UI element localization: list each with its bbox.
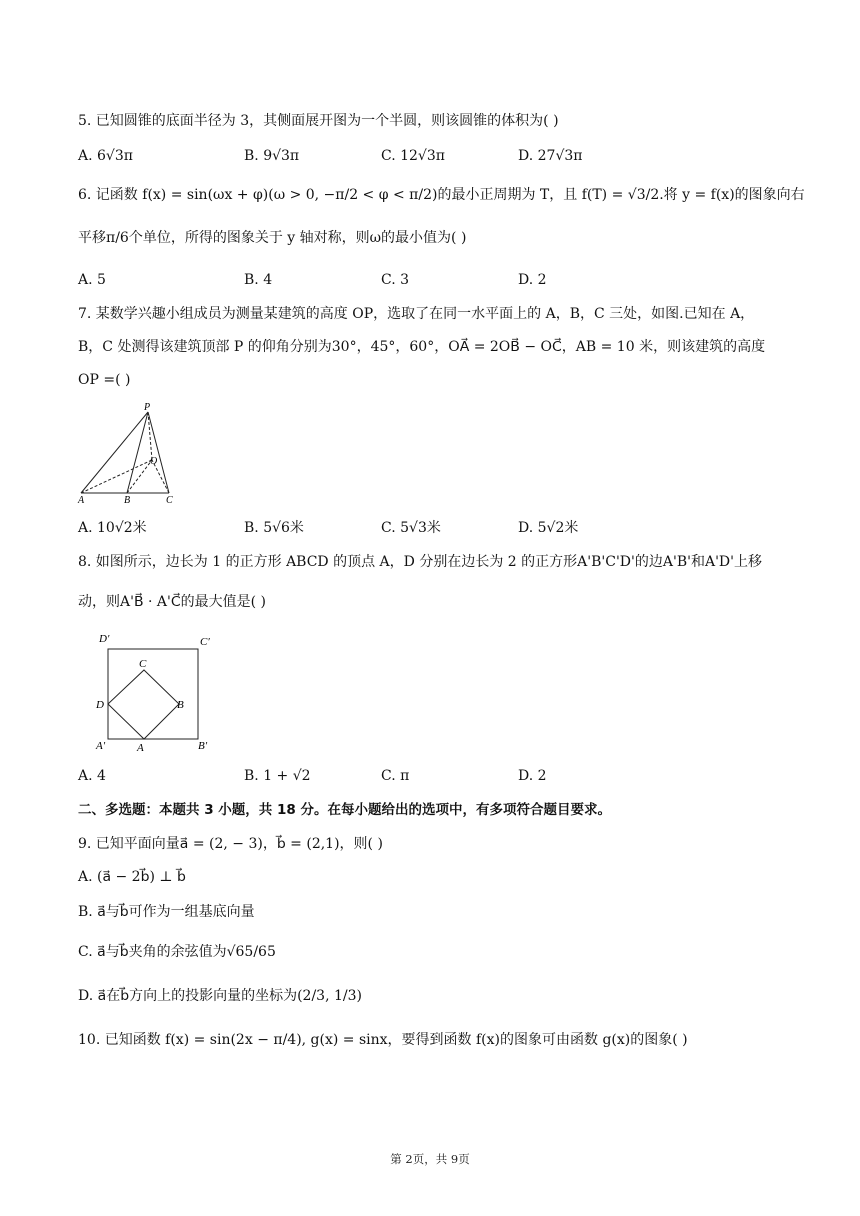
q8-option-d: D. 2 — [518, 768, 547, 784]
q7-stem-line3: OP =( ) — [78, 372, 131, 388]
q5-option-c: C. 12√3π — [381, 148, 445, 164]
q10-stem: 10. 已知函数 f(x) = sin(2x − π/4), g(x) = sinx，要得到函数 f(x)的图象可由函数 g(x)的图象( ) — [78, 1032, 688, 1048]
q7-stem-line1: 7. 某数学兴趣小组成员为测量某建筑的高度 OP，选取了在同一水平面上的 A，B，C 三处，如图.已知在 A， — [78, 306, 755, 322]
q7-option-b: B. 5√6米 — [244, 520, 304, 536]
q8-option-b: B. 1 + √2 — [244, 768, 311, 784]
q6-stem-line1: 6. 记函数 f(x) = sin(ωx + φ)(ω > 0, −π/2 < φ < π/2)的最小正周期为 T，且 f(T) = √3/2.将 y = f(x)的图象向右 — [78, 187, 805, 203]
q5-option-a: A. 6√3π — [78, 148, 133, 164]
section-heading-multiple-choice: 二、多选题：本题共 3 小题，共 18 分。在每小题给出的选项中，有多项符合题目要求。 — [78, 802, 611, 818]
q7-label-o: O — [150, 456, 158, 467]
q5-stem: 5. 已知圆锥的底面半径为 3，其侧面展开图为一个半圆，则该圆锥的体积为( ) — [78, 113, 559, 129]
q6-option-b: B. 4 — [244, 272, 273, 288]
q7-label-a: A — [78, 495, 85, 506]
q8-option-c: C. π — [381, 768, 410, 784]
q9-option-b: B. a⃗与b⃗可作为一组基底向量 — [78, 904, 255, 920]
q7-label-p: P — [144, 402, 151, 413]
q9-option-c: C. a⃗与b⃗夹角的余弦值为√65/65 — [78, 944, 276, 960]
q7-label-b: B — [124, 495, 131, 506]
q8-label-aprime: A′ — [96, 740, 106, 752]
q5-option-b: B. 9√3π — [244, 148, 300, 164]
q8-stem-line1: 8. 如图所示，边长为 1 的正方形 ABCD 的顶点 A，D 分别在边长为 2 的正方形A'B'C'D'的边A'B'和A'D'上移 — [78, 554, 763, 570]
q9-option-d: D. a⃗在b⃗方向上的投影向量的坐标为(2/3, 1/3) — [78, 988, 362, 1004]
q8-label-d: D — [96, 699, 104, 711]
q6-option-d: D. 2 — [518, 272, 547, 288]
q8-option-a: A. 4 — [78, 768, 106, 784]
q6-option-a: A. 5 — [78, 272, 106, 288]
q6-option-c: C. 3 — [381, 272, 410, 288]
q8-stem-line2: 动，则A'B⃗ · A'C⃗的最大值是( ) — [78, 594, 267, 610]
q7-option-c: C. 5√3米 — [381, 520, 441, 536]
q9-stem: 9. 已知平面向量a⃗ = (2, − 3)，b⃗ = (2,1)，则( ) — [78, 836, 383, 852]
q7-stem-line2: B，C 处测得该建筑顶部 P 的仰角分别为30°，45°，60°，OA⃗ = 2OB⃗ − OC⃗，AB = 10 米，则该建筑的高度 — [78, 339, 766, 355]
q8-label-c: C — [139, 658, 147, 670]
q6-stem-line2: 平移π/6个单位，所得的图象关于 y 轴对称，则ω的最小值为( ) — [78, 230, 467, 246]
q5-option-d: D. 27√3π — [518, 148, 583, 164]
q8-label-bprime: B′ — [198, 740, 208, 752]
q7-figure-pyramid — [76, 400, 186, 506]
q7-option-a: A. 10√2米 — [78, 520, 147, 536]
q8-label-a: A — [137, 742, 144, 754]
q9-option-a: A. (a⃗ − 2b⃗) ⊥ b⃗ — [78, 869, 186, 885]
q8-label-cprime: C′ — [200, 636, 210, 648]
q7-label-c: C — [166, 495, 173, 506]
q7-option-d: D. 5√2米 — [518, 520, 579, 536]
page-footer: 第 2页，共 9页 — [390, 1152, 470, 1166]
q8-figure-squares — [94, 630, 224, 756]
q8-label-b: B — [177, 699, 184, 711]
q8-label-dprime: D′ — [99, 633, 110, 645]
